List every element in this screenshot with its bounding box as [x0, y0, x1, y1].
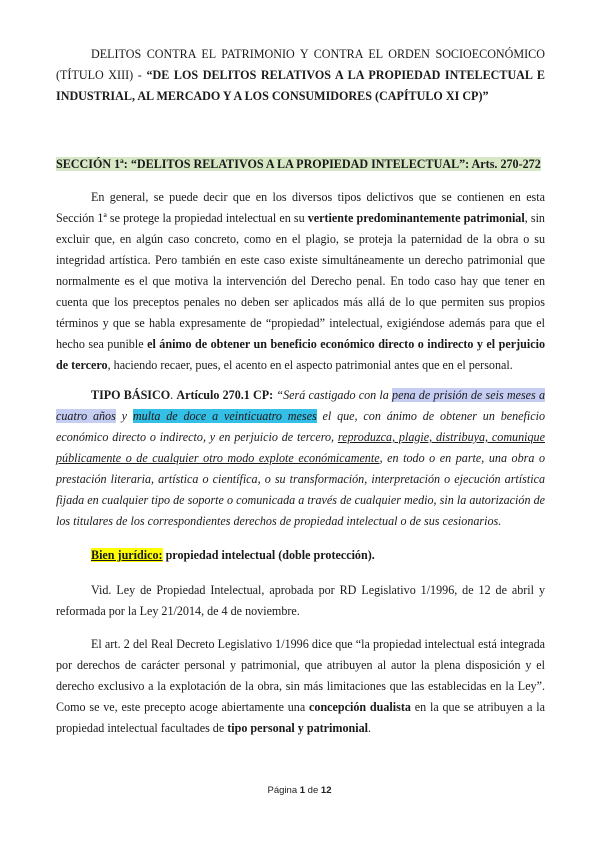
footer-current-page: 1	[299, 785, 306, 796]
paragraph-intro	[56, 187, 545, 376]
art2-text-3: .	[368, 721, 372, 735]
art2-bold-1: concepción dualista	[309, 700, 411, 714]
document-heading	[56, 44, 545, 107]
ley-referencia-text: Vid. Ley de Propiedad Intelectual, aprobada por RD Legislativo 1/1996, de 12 de abril y reformada por la Ley 21/2014, de 4 de noviembre.	[56, 583, 545, 618]
article-reference: Artículo 270.1 CP:	[176, 388, 274, 402]
paragraph-ley-referencia	[56, 580, 545, 622]
intro-text-2: , sin excluir que, en algún caso concreto, como en el plagio, se proteja la paternidad de la obra o su integridad artística. Pero también en este caso existe simultáneamente un derecho patrimonial que normalmente es el que motiva la intervención del Derecho penal. En todo caso hay que tener en cuenta que los preceptos penales no deben ser aplicados más allá de lo que permiten sus propios términos y que se habla expresamente de “propiedad” intelectual, exigiéndose además para que el hecho sea punible	[56, 211, 545, 351]
page-footer	[0, 785, 599, 796]
footer-total-pages: 12	[320, 785, 332, 796]
paragraph-tipo-basico	[56, 385, 545, 532]
art2-text-2: en la que se atribuyen a la propiedad intelectual facultades de	[56, 700, 545, 735]
tipo-basico-dot: .	[170, 388, 177, 402]
heading-normal-text: DELITOS CONTRA EL PATRIMONIO Y CONTRA EL ORDEN SOCIOECONÓMICO (TÍTULO XIII) -	[56, 47, 545, 82]
paragraph-bien-juridico	[56, 545, 545, 566]
quote-text-4: , en todo o en parte, una obra o prestación literaria, artística o científica, o su transformación, interpretación o ejecución artística fijada en cualquier tipo de soporte o comunicada a través de cualquier medio, sin la autorización de los titulares de los correspondientes derechos de propiedad intelectual o de sus cesionarios.	[56, 451, 545, 528]
highlight-multa: multa de doce a veinticuatro meses	[132, 409, 317, 423]
quote-text-3: el que, con ánimo de obtener un beneficio económico directo o indirecto, y en perjuicio de tercero,	[56, 409, 546, 444]
quote-text-1: “Será castigado con la	[273, 388, 393, 402]
section-title-text: SECCIÓN 1ª: “DELITOS RELATIVOS A LA PROPIEDAD INTELECTUAL”: Arts. 270-272	[56, 157, 541, 171]
bien-juridico-text: propiedad intelectual (doble protección).	[162, 548, 375, 562]
quote-text-2: y	[115, 409, 133, 423]
intro-text-1: En general, se puede decir que en los diversos tipos delictivos que se contienen en esta Sección 1ª se protege la propiedad intelectual en su	[56, 190, 545, 225]
heading-bold-text: “DE LOS DELITOS RELATIVOS A LA PROPIEDAD INTELECTUAL E INDUSTRIAL, AL MERCADO Y A LOS CONSUMIDORES (CAPÍTULO XI CP)”	[56, 68, 546, 103]
highlight-pena-prision: pena de prisión de seis meses a cuatro años	[56, 388, 545, 423]
bien-juridico-label: Bien jurídico:	[91, 548, 163, 562]
intro-bold-1: vertiente predominantemente patrimonial	[307, 211, 525, 225]
footer-middle: de	[305, 785, 321, 796]
footer-prefix: Página	[267, 785, 300, 796]
tipo-basico-label: TIPO BÁSICO	[91, 388, 171, 402]
paragraph-art-2	[56, 634, 545, 739]
intro-bold-2: el ánimo de obtener un beneficio económico directo o indirecto y el perjuicio de tercero	[56, 337, 545, 372]
art2-text-1: El art. 2 del Real Decreto Legislativo 1/1996 dice que “la propiedad intelectual está integrada por derechos de carácter personal y patrimonial, que atribuyen al autor la plena disposición y el derecho exclusivo a la explotación de la obra, sin más limitaciones que las establecidas en la Ley”. Como se ve, este precepto acoge abiertamente una	[56, 637, 545, 714]
section-title	[56, 154, 545, 175]
underlined-conducts: reproduzca, plagie, distribuya, comunique públicamente o de cualquier otro modo explote económicamente	[56, 430, 545, 465]
art2-bold-2: tipo personal y patrimonial	[227, 721, 369, 735]
intro-text-3: , haciendo recaer, pues, el acento en el aspecto patrimonial antes que en el personal.	[107, 358, 513, 372]
